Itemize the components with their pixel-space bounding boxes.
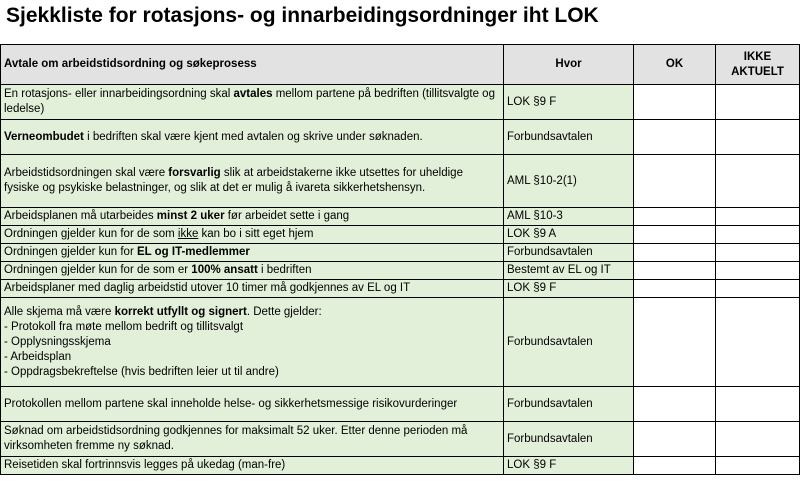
table-row xyxy=(1,280,800,298)
header-where: Hvor xyxy=(504,45,634,85)
not-applicable-checkbox-cell[interactable] xyxy=(716,280,800,298)
not-applicable-checkbox-cell[interactable] xyxy=(716,298,800,387)
table-row xyxy=(1,457,800,475)
ok-checkbox-cell[interactable] xyxy=(634,422,716,457)
table-row xyxy=(1,387,800,422)
where-cell: Forbundsavtalen xyxy=(504,298,634,387)
list-item: - Protokoll fra møte mellom bedrift og tillitsvalgt xyxy=(4,320,244,333)
not-applicable-checkbox-cell[interactable] xyxy=(716,85,800,120)
requirement-cell: Protokollen mellom partene skal inneholde helse- og sikkerhetsmessige risikovurderinger xyxy=(1,387,504,422)
page-title: Sjekkliste for rotasjons- og innarbeidingsordninger iht LOK xyxy=(6,4,599,27)
ok-checkbox-cell[interactable] xyxy=(634,457,716,475)
where-cell: AML §10-2(1) xyxy=(504,155,634,208)
not-applicable-checkbox-cell[interactable] xyxy=(716,155,800,208)
table-row xyxy=(1,298,800,387)
table-row xyxy=(1,120,800,155)
table-row xyxy=(1,85,800,120)
not-applicable-checkbox-cell[interactable] xyxy=(716,422,800,457)
ok-checkbox-cell[interactable] xyxy=(634,298,716,387)
requirement-cell: Ordningen gjelder kun for EL og IT-medlemmer xyxy=(1,244,504,262)
list-item: - Opplysningsskjema xyxy=(4,335,111,348)
requirement-cell: Ordningen gjelder kun for de som er 100% ansatt i bedriften xyxy=(1,262,504,280)
not-applicable-checkbox-cell[interactable] xyxy=(716,457,800,475)
not-applicable-checkbox-cell[interactable] xyxy=(716,244,800,262)
ok-checkbox-cell[interactable] xyxy=(634,262,716,280)
table-row xyxy=(1,226,800,244)
table-row xyxy=(1,262,800,280)
ok-checkbox-cell[interactable] xyxy=(634,120,716,155)
where-cell: Forbundsavtalen xyxy=(504,120,634,155)
ok-checkbox-cell[interactable] xyxy=(634,280,716,298)
requirement-cell: Arbeidsplanen må utarbeides minst 2 uker før arbeidet sette i gang xyxy=(1,208,504,226)
header-agreement: Avtale om arbeidstidsordning og søkeprosess xyxy=(1,45,504,85)
requirement-cell: Alle skjema må være korrekt utfyllt og signert. Dette gjelder: - Protokoll fra møte mellom bedrift og tillitsvalgt - Opplysningsskjema - Arbeidsplan - Oppdragsbekreftelse (hvis bedriften leier ut til andre) xyxy=(1,298,504,387)
requirement-cell: Arbeidstidsordningen skal være forsvarlig slik at arbeidstakerne ikke utsettes for uheldige fysiske og psykiske belastninger, og slik at det er mulig å ivareta sikkerhetshensyn. xyxy=(1,155,504,208)
header-ok: OK xyxy=(634,45,716,85)
where-cell: Forbundsavtalen xyxy=(504,387,634,422)
not-applicable-checkbox-cell[interactable] xyxy=(716,208,800,226)
requirement-cell: Ordningen gjelder kun for de som ikke kan bo i sitt eget hjem xyxy=(1,226,504,244)
list-item: - Arbeidsplan xyxy=(4,350,72,363)
where-cell: AML §10-3 xyxy=(504,208,634,226)
where-cell: Forbundsavtalen xyxy=(504,422,634,457)
requirement-cell: En rotasjons- eller innarbeidingsordning skal avtales mellom partene på bedriften (tillitsvalgte og ledelse) xyxy=(1,85,504,120)
where-cell: LOK §9 F xyxy=(504,280,634,298)
ok-checkbox-cell[interactable] xyxy=(634,226,716,244)
not-applicable-checkbox-cell[interactable] xyxy=(716,226,800,244)
list-item: - Oppdragsbekreftelse (hvis bedriften leier ut til andre) xyxy=(4,365,279,378)
where-cell: Bestemt av EL og IT xyxy=(504,262,634,280)
ok-checkbox-cell[interactable] xyxy=(634,85,716,120)
requirement-cell: Reisetiden skal fortrinnsvis legges på ukedag (man-fre) xyxy=(1,457,504,475)
checklist-table xyxy=(0,44,800,475)
where-cell: Forbundsavtalen xyxy=(504,244,634,262)
table-row xyxy=(1,155,800,208)
ok-checkbox-cell[interactable] xyxy=(634,155,716,208)
not-applicable-checkbox-cell[interactable] xyxy=(716,387,800,422)
requirement-cell: Arbeidsplaner med daglig arbeidstid utover 10 timer må godkjennes av EL og IT xyxy=(1,280,504,298)
ok-checkbox-cell[interactable] xyxy=(634,387,716,422)
header-row xyxy=(1,45,800,85)
requirement-cell: Verneombudet i bedriften skal være kjent med avtalen og skrive under søknaden. xyxy=(1,120,504,155)
table-row xyxy=(1,422,800,457)
ok-checkbox-cell[interactable] xyxy=(634,244,716,262)
not-applicable-checkbox-cell[interactable] xyxy=(716,120,800,155)
table-row xyxy=(1,208,800,226)
not-applicable-checkbox-cell[interactable] xyxy=(716,262,800,280)
where-cell: LOK §9 F xyxy=(504,457,634,475)
where-cell: LOK §9 F xyxy=(504,85,634,120)
where-cell: LOK §9 A xyxy=(504,226,634,244)
header-not-applicable: IKKE AKTUELT xyxy=(716,45,800,85)
requirement-cell: Søknad om arbeidstidsordning godkjennes for maksimalt 52 uker. Etter denne perioden må virksomheten fremme ny søknad. xyxy=(1,422,504,457)
table-row xyxy=(1,244,800,262)
ok-checkbox-cell[interactable] xyxy=(634,208,716,226)
